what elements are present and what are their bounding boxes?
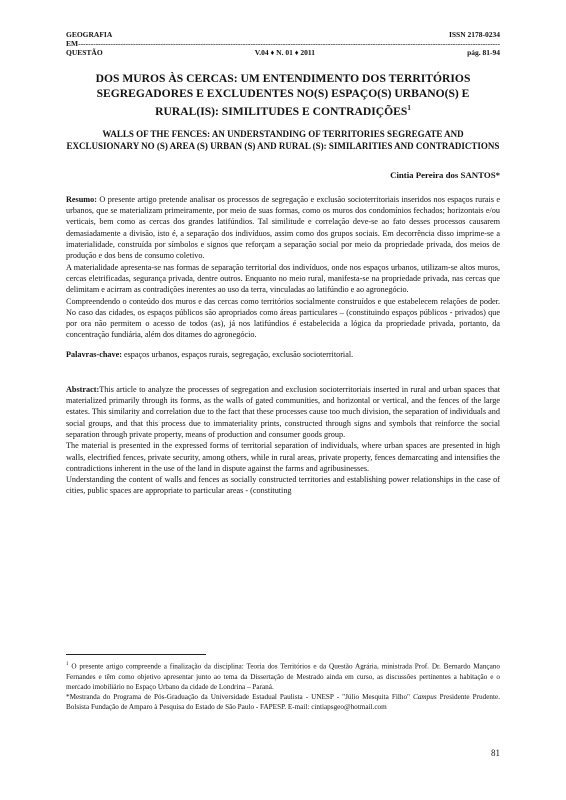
- abstract-paragraph-2: The material is presented in the expressed forms of territorial separation of individuals, where urban spaces are presented in high walls, electrified fences, private security, among others, while in rural areas, private property, fences demarcating and intensifies the contradictions inherent in the use of the land in dispute against the farms and agribusinesses.: [66, 441, 500, 473]
- abstract-paragraph-1: Abstract:This article to analyze the processes of segregation and exclusion socioterritoriais inserted in rural and urban spaces that materialized primarily through its forms, as the walls of gated communities, and horizontal or vertical, and the fences of the large estates. This similarity and correlation due to the fact that these processes cause too much division, the separation of individuals and social groups, and that this process due to immateriality prints, constructed through signs and symbols that reinforce the social separation through private property, means of production and consumer goods group.: [66, 384, 500, 439]
- abstract-section: [66, 384, 500, 497]
- page-range: pág. 81-94: [467, 48, 500, 57]
- page-number: 81: [491, 748, 500, 758]
- resumo-label: Resumo:: [66, 194, 97, 204]
- journal-name: GEOGRAFIA: [66, 30, 113, 39]
- resumo-section: [66, 194, 500, 341]
- resumo-paragraph-3: Compreendendo o conteúdo dos muros e das cercas como territórios socialmente construídos e que estabelecem relações de poder. No caso das cidades, os espaços públicos são apropriados como áreas particulares – (constituindo espaços públicos - privados) que por ora não permitem o acesso de todos (as), já nos latifúndios é estabelecida a lógica da propriedade privada, portanto, da concentração fundiária, além dos ditames do agronegócio.: [66, 296, 500, 340]
- keywords: [66, 349, 500, 360]
- footnote-author: *Mestranda do Programa de Pós-Graduação da Universidade Estadual Paulista - UNESP - "Júlio Mesquita Filho" Campus Presidente Prudente. Bolsista Fundação de Amparo à Pesquisa do Estado de São Paulo - FAPESP. E-mail: cintiapsgeo@hotmail.com: [66, 693, 500, 712]
- journal-header: [66, 30, 500, 57]
- title-portuguese: DOS MUROS ÀS CERCAS: UM ENTENDIMENTO DOS TERRITÓRIOS SEGREGADORES E EXCLUDENTES NO(S) ESPAÇO(S) URBANO(S) E RURAL(IS): SIMILITUDES E CONTRADIÇÕES$^1$: [95, 72, 471, 118]
- abstract-label: Abstract:: [66, 384, 100, 394]
- article-page: [66, 30, 500, 758]
- author-name: Cintia Pereira dos SANTOS*: [390, 169, 500, 180]
- abstract-paragraph-3: Understanding the content of walls and fences as socially constructed territories and establishing power relationships in the case of cities, public spaces are appropriate to particular areas - (constituting: [66, 475, 500, 496]
- resumo-paragraph-1: Resumo: O presente artigo pretende analisar os processos de segregação e exclusão socioterritoriais inseridos nos espaços rurais e urbanos, que se materializam primeiramente, por meio de suas formas, como os muros dos condomínios fechados; horizontais e/ou verticais, bem como as cercas dos grandes latifúndios. Tal similitude e correlação deve-se ao fato desses processos causarem demasiadamente a divisão, isto é, a separação dos indivíduos, assim como dos grupos sociais. Em decorrência disso imprime-se a imaterialidade, construída por símbolos e signos que reforçam a separação social por meio da propriedade privada, dos meios de produção e dos bens de consumo coletivo.: [66, 194, 500, 261]
- footnotes: [66, 660, 500, 712]
- header-dash-line: EM-------------------------------------------------------------------------------------------------------------------------------------------------------------------------: [66, 39, 500, 48]
- title-english: WALLS OF THE FENCES: AN UNDERSTANDING OF TERRITORIES SEGREGATE AND EXCLUSIONARY NO (S) AREA (S) URBAN (S) AND RURAL (S): SIMILARITIES AND CONTRADICTIONS: [66, 128, 500, 151]
- volume-info: V.04 ♦ N. 01 ♦ 2011: [254, 48, 315, 57]
- footnote-divider: [66, 654, 206, 655]
- issn: ISSN 2178-0234: [448, 30, 500, 39]
- resumo-paragraph-2: A materialidade apresenta-se nas formas de separação territorial dos indivíduos, onde nos espaços urbanos, utilizam-se altos muros, cercas eletrificadas, segurança privada, dentre outros. Enquanto no meio rural, manifesta-se na propriedade privada, nas cercas que delimitam e acirram as contradições inerentes ao uso da terra, vinculadas ao latifúndio e ao agronegócio.: [66, 262, 500, 295]
- footnote-1: $^1$ O presente artigo compreende a finalização da disciplina: Teoria dos Territórios e da Questão Agrária, ministrada Prof. Dr. Bernardo Mançano Fernandes e têm como objetivo apresentar junto ao tema da Dissertação de Mestrado ainda em curso, as discussões pertinentes a habitação e o mercado imobiliário no Espaço Urbano da cidade de Londrina – Paraná.: [66, 662, 500, 691]
- keywords-label: Palavras-chave:: [66, 349, 122, 359]
- journal-section: QUESTÃO: [66, 48, 103, 57]
- keywords-text: espaços urbanos, espaços rurais, segregação, exclusão socioterritorial.: [121, 349, 354, 359]
- footnote-ref-1: 1: [407, 104, 411, 112]
